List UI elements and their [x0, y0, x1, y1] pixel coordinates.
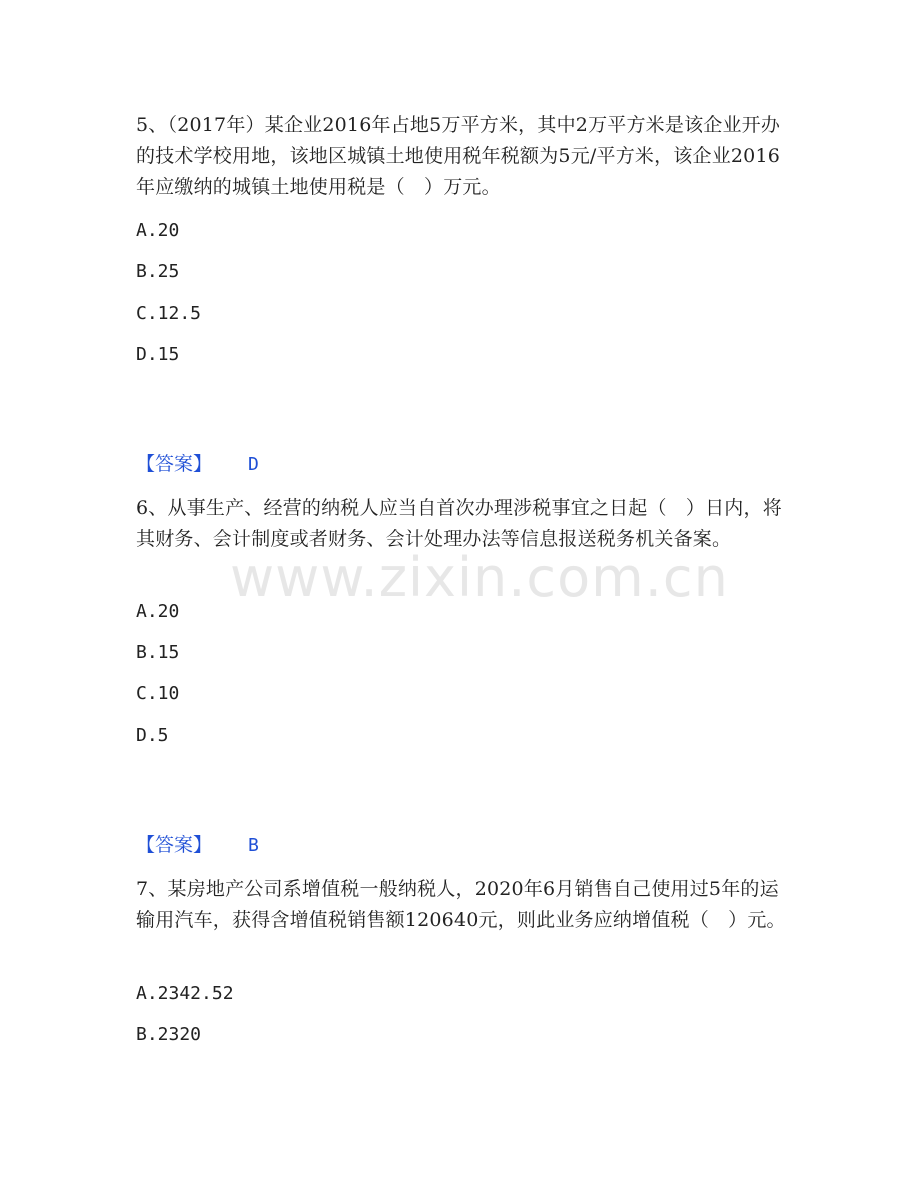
answer-label: 【答案】 [136, 834, 213, 856]
question-7-option-b: B.2320 [136, 1024, 202, 1045]
question-6-option-a: A.20 [136, 601, 180, 622]
answer-value: D [248, 454, 259, 475]
answer-label: 【答案】 [136, 453, 213, 475]
question-7-option-a: A.2342.52 [136, 983, 234, 1004]
question-6-answer [136, 833, 259, 858]
question-6-option-d: D.5 [136, 725, 169, 746]
question-5-option-a: A.20 [136, 220, 180, 241]
question-5-option-b: B.25 [136, 261, 180, 282]
answer-value: B [248, 835, 259, 856]
question-5-answer [136, 452, 259, 477]
question-6-text: 6、从事生产、经营的纳税人应当自首次办理涉税事宜之日起（ ）日内，将其财务、会计制度或者财务、会计处理办法等信息报送税务机关备案。 [136, 497, 782, 550]
question-5-option-c: C.12.5 [136, 303, 202, 324]
question-5-option-d: D.15 [136, 344, 180, 365]
question-7-text: 7、某房地产公司系增值税一般纳税人，2020年6月销售自己使用过5年的运输用汽车，获得含增值税销售额120640元，则此业务应纳增值税（ ）元。 [136, 878, 786, 931]
question-6-option-b: B.15 [136, 642, 180, 663]
question-5-text: 5、（2017年）某企业2016年占地5万平方米，其中2万平方米是该企业开办的技术学校用地，该地区城镇土地使用税年税额为5元/平方米，该企业2016年应缴纳的城镇土地使用税是（ ）万元。 [136, 114, 781, 198]
question-6-option-c: C.10 [136, 683, 180, 704]
watermark: www.zixin.com.cn [230, 546, 729, 609]
